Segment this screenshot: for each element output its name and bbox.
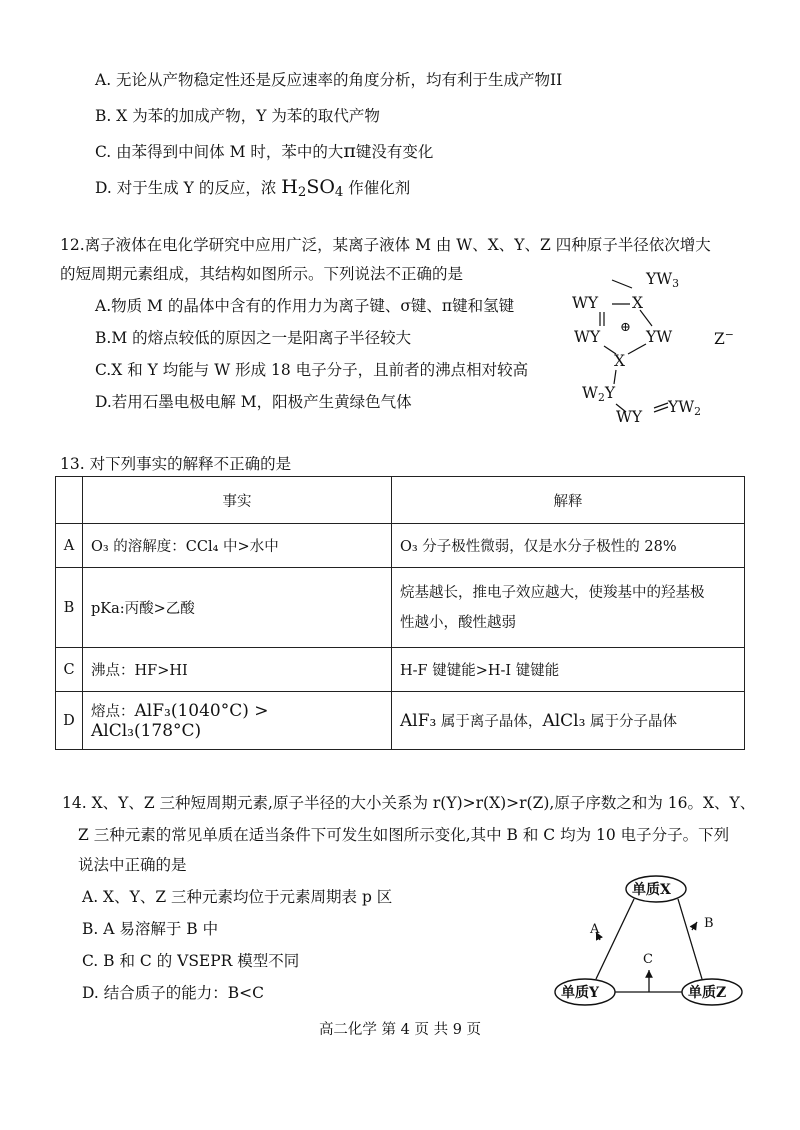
q11-option-c bbox=[95, 140, 433, 162]
element-transformation-diagram bbox=[552, 872, 747, 1014]
table-row bbox=[56, 692, 745, 750]
row-letter: D bbox=[56, 692, 83, 750]
q14-option-b: B. A 易溶解于 B 中 bbox=[82, 920, 219, 938]
facts-table bbox=[55, 476, 745, 750]
row-explanation-line1: 烷基越长，推电子效应越大，使羧基中的羟基极 bbox=[400, 584, 705, 601]
q12-option-b: B.M 的熔点较低的原因之一是阳离子半径较大 bbox=[95, 329, 412, 347]
row-explanation bbox=[392, 568, 745, 648]
ionic-liquid-structure bbox=[560, 266, 760, 436]
table-row bbox=[56, 524, 745, 568]
arrow-label-c: C bbox=[643, 952, 653, 967]
alf3-formula: AlF₃ bbox=[400, 711, 437, 731]
structure-top-left: WY bbox=[572, 294, 599, 312]
q11-option-a: A. 无论从产物稳定性还是反应速率的角度分析，均有利于生成产物II bbox=[95, 71, 563, 89]
node-element-x: 单质X bbox=[632, 882, 671, 898]
node-element-z: 单质Z bbox=[688, 985, 727, 1001]
q14-option-d: D. 结合质子的能力：B<C bbox=[82, 984, 264, 1002]
table-header-explanation: 解释 bbox=[392, 477, 745, 524]
table-row bbox=[56, 568, 745, 648]
q12-option-c: C.X 和 Y 均能与 W 形成 18 电子分子，且前者的沸点相对较高 bbox=[95, 361, 529, 379]
melting-point-formula: AlF₃(1040°C) > AlCl₃(178°C) bbox=[91, 701, 269, 741]
row-explanation-part: 属于分子晶体 bbox=[585, 714, 678, 730]
q11-option-d-pre: D. 对于生成 Y 的反应，浓 bbox=[95, 179, 277, 197]
structure-lower-left: $W_2Y$ bbox=[582, 384, 616, 404]
q13-stem: 13. 对下列事实的解释不正确的是 bbox=[60, 455, 292, 473]
arrow-label-b: B bbox=[704, 916, 714, 931]
structure-bottom-wy: WY bbox=[616, 408, 643, 426]
structure-bottom-right: $YW_2$ bbox=[668, 398, 702, 418]
structure-top-x: X bbox=[632, 294, 644, 312]
row-explanation: H-F 键键能>H-I 键键能 bbox=[392, 648, 745, 692]
alcl3-formula: AlCl₃ bbox=[542, 711, 586, 731]
table-header-blank bbox=[56, 477, 83, 524]
q12-option-d: D.若用石墨电极电解 M，阳极产生黄绿色气体 bbox=[95, 393, 412, 411]
q11-option-d bbox=[95, 176, 410, 200]
q12-stem-line1: 12.离子液体在电化学研究中应用广泛，某离子液体 M 由 W、X、Y、Z 四种原子半径依次增大 bbox=[60, 236, 711, 254]
table-header-row bbox=[56, 477, 745, 524]
arrow-label-a: A bbox=[590, 922, 600, 937]
table-row bbox=[56, 648, 745, 692]
structure-anion: Z− bbox=[714, 328, 734, 348]
q14-stem-line1: 14. X、Y、Z 三种短周期元素,原子半径的大小关系为 r(Y)>r(X)>r(Z),原子序数之和为 16。X、Y、 bbox=[62, 794, 756, 812]
q14-option-c: C. B 和 C 的 VSEPR 模型不同 bbox=[82, 952, 300, 970]
row-letter: A bbox=[56, 524, 83, 568]
row-explanation-part: 属于离子晶体， bbox=[436, 714, 543, 730]
row-fact-pre: 熔点： bbox=[91, 704, 135, 720]
q11-option-d-post: 作催化剂 bbox=[343, 179, 411, 197]
structure-mid-right: YW bbox=[646, 328, 673, 346]
q12-option-a: A.物质 M 的晶体中含有的作用力为离子键、σ键、π键和氢键 bbox=[95, 297, 515, 315]
row-fact: pKa:丙酸>乙酸 bbox=[83, 568, 392, 648]
row-letter: C bbox=[56, 648, 83, 692]
row-fact bbox=[83, 692, 392, 750]
row-explanation: O₃ 分子极性微弱，仅是水分子极性的 28% bbox=[392, 524, 745, 568]
q11-option-c-post: 键没有变化 bbox=[355, 143, 434, 161]
page-footer: 高二化学 第 4 页 共 9 页 bbox=[318, 1022, 482, 1038]
cation-plus-sign: ⊕ bbox=[620, 320, 631, 335]
q12-stem-line2: 的短周期元素组成，其结构如图所示。下列说法不正确的是 bbox=[60, 265, 464, 283]
row-fact: 沸点：HF>HI bbox=[83, 648, 392, 692]
structure-mid-left: WY bbox=[574, 328, 601, 346]
structure-bonds bbox=[560, 266, 760, 436]
row-explanation-line2: 性越小，酸性越弱 bbox=[400, 614, 516, 631]
sulfuric-acid-formula: $H_2SO_4$ bbox=[281, 176, 344, 200]
q14-stem-line3: 说法中正确的是 bbox=[78, 856, 187, 874]
pi-symbol: π bbox=[343, 140, 356, 162]
q11-option-b: B. X 为苯的加成产物，Y 为苯的取代产物 bbox=[95, 107, 380, 125]
table-header-fact: 事实 bbox=[83, 477, 392, 524]
row-fact: O₃ 的溶解度：CCl₄ 中>水中 bbox=[83, 524, 392, 568]
q11-option-c-pre: C. 由苯得到中间体 M 时，苯中的大 bbox=[95, 143, 344, 161]
q14-stem-line2: Z 三种元素的常见单质在适当条件下可发生如图所示变化,其中 B 和 C 均为 10 电子分子。下列 bbox=[78, 826, 730, 844]
row-explanation bbox=[392, 692, 745, 750]
q14-option-a: A. X、Y、Z 三种元素均位于元素周期表 p 区 bbox=[82, 888, 393, 906]
node-element-y: 单质Y bbox=[561, 985, 599, 1001]
structure-top-right: $YW_3$ bbox=[646, 270, 680, 290]
row-letter: B bbox=[56, 568, 83, 648]
structure-bottom-x: X bbox=[614, 352, 626, 370]
